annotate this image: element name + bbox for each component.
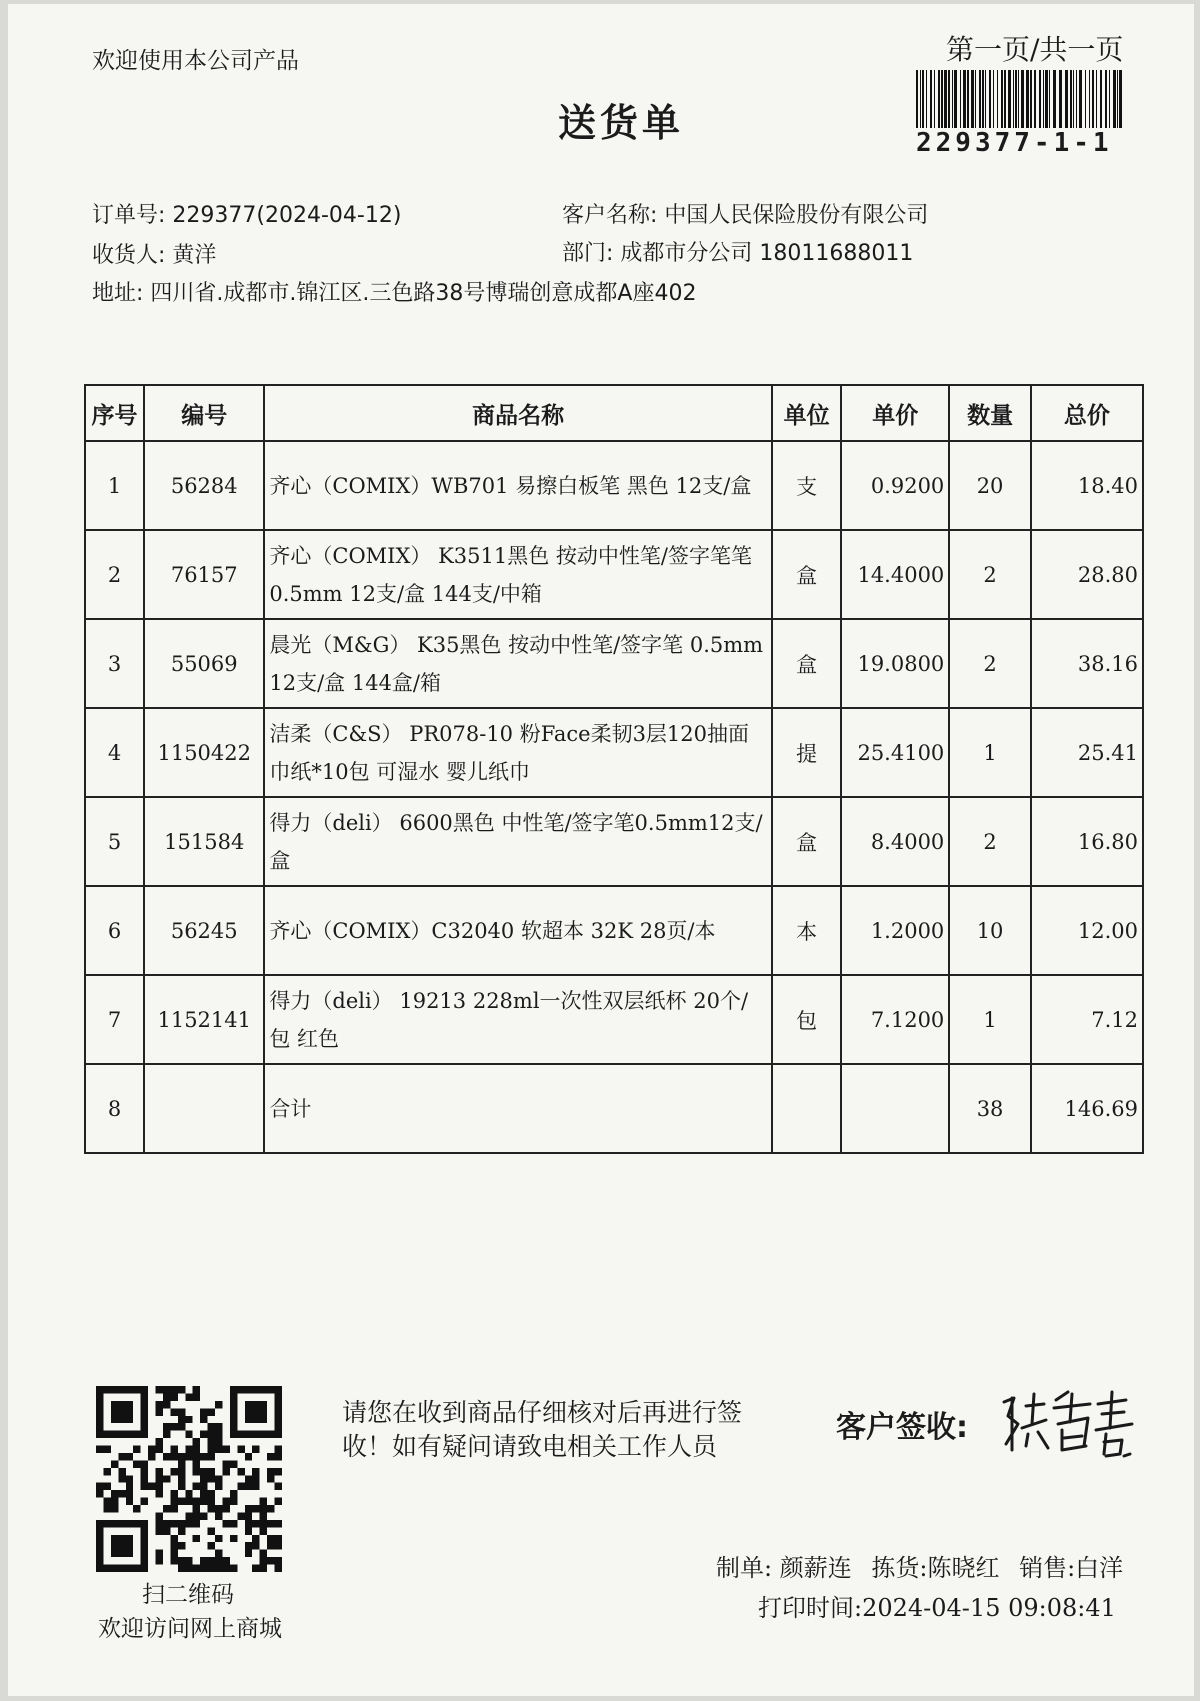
qr-caption-mall: 欢迎访问网上商城 <box>98 1616 282 1642</box>
table-row <box>85 1064 1143 1153</box>
table-row <box>85 797 1143 886</box>
row-total-cell: 16.80 <box>1031 797 1143 886</box>
row-name-cell: 合计 <box>264 1064 772 1153</box>
row-code-cell: 1152141 <box>144 975 264 1064</box>
row-unit-cell: 支 <box>772 441 841 530</box>
row-price-cell: 0.9200 <box>841 441 949 530</box>
qr-code <box>96 1386 282 1572</box>
row-code-cell: 56284 <box>144 441 264 530</box>
row-unit-cell: 盒 <box>772 530 841 619</box>
header-cell-code: 编号 <box>144 385 264 441</box>
row-no-cell: 3 <box>85 619 144 708</box>
row-no-cell: 1 <box>85 441 144 530</box>
row-price-cell: 8.4000 <box>841 797 949 886</box>
qr-caption-scan: 扫二维码 <box>142 1582 234 1608</box>
document-title: 送货单 <box>557 101 684 145</box>
customer-name-field <box>562 198 928 229</box>
row-total-cell: 28.80 <box>1031 530 1143 619</box>
address-field <box>92 276 696 307</box>
table-row <box>85 619 1143 708</box>
department-value: 成都市分公司 18011688011 <box>620 241 914 266</box>
table-header-row <box>85 385 1143 441</box>
row-qty-cell: 20 <box>949 441 1031 530</box>
row-name-cell: 晨光（M&G） K35黑色 按动中性笔/签字笔 0.5mm 12支/盒 144盒/箱 <box>264 619 772 708</box>
customer-sign-label: 客户签收: <box>836 1410 968 1445</box>
row-price-cell <box>841 1064 949 1153</box>
row-total-cell: 12.00 <box>1031 886 1143 975</box>
table-row <box>85 530 1143 619</box>
department-label: 部门: <box>562 241 614 266</box>
receiver-label: 收货人: <box>92 243 166 268</box>
receiver-field <box>92 238 216 269</box>
table-row <box>85 708 1143 797</box>
row-code-cell: 151584 <box>144 797 264 886</box>
address-label: 地址: <box>92 281 144 306</box>
row-unit-cell: 盒 <box>772 619 841 708</box>
row-unit-cell: 包 <box>772 975 841 1064</box>
address-value: 四川省.成都市.锦江区.三色路38号博瑞创意成都A座402 <box>150 281 697 306</box>
items-table <box>84 384 1144 1154</box>
row-name-cell: 齐心（COMIX）C32040 软超本 32K 28页/本 <box>264 886 772 975</box>
row-price-cell: 14.4000 <box>841 530 949 619</box>
row-qty-cell: 2 <box>949 619 1031 708</box>
row-qty-cell: 38 <box>949 1064 1031 1153</box>
row-unit-cell: 盒 <box>772 797 841 886</box>
customer-name-value: 中国人民保险股份有限公司 <box>664 203 929 228</box>
row-code-cell: 1150422 <box>144 708 264 797</box>
table-row <box>85 886 1143 975</box>
row-no-cell: 6 <box>85 886 144 975</box>
row-code-cell <box>144 1064 264 1153</box>
row-no-cell: 8 <box>85 1064 144 1153</box>
row-qty-cell: 2 <box>949 797 1031 886</box>
header-cell-name: 商品名称 <box>264 385 772 441</box>
table-row <box>85 975 1143 1064</box>
row-total-cell: 38.16 <box>1031 619 1143 708</box>
barcode-number: 229377-1-1 <box>916 128 1113 158</box>
customer-name-label: 客户名称: <box>562 203 658 228</box>
welcome-text: 欢迎使用本公司产品 <box>92 48 299 74</box>
header-cell-total: 总价 <box>1031 385 1143 441</box>
table-row <box>85 441 1143 530</box>
row-unit-cell <box>772 1064 841 1153</box>
department-field <box>562 236 913 267</box>
header-cell-unit: 单位 <box>772 385 841 441</box>
row-code-cell: 56245 <box>144 886 264 975</box>
row-qty-cell: 10 <box>949 886 1031 975</box>
row-name-cell: 得力（deli） 6600黑色 中性笔/签字笔0.5mm12支/盒 <box>264 797 772 886</box>
row-price-cell: 25.4100 <box>841 708 949 797</box>
row-code-cell: 76157 <box>144 530 264 619</box>
row-name-cell: 齐心（COMIX） K3511黑色 按动中性笔/签字笔笔0.5mm 12支/盒 144支/中箱 <box>264 530 772 619</box>
row-no-cell: 5 <box>85 797 144 886</box>
delivery-note-page <box>8 4 1194 1696</box>
row-name-cell: 齐心（COMIX）WB701 易擦白板笔 黑色 12支/盒 <box>264 441 772 530</box>
row-name-cell: 得力（deli） 19213 228ml一次性双层纸杯 20个/包 红色 <box>264 975 772 1064</box>
header-cell-no: 序号 <box>85 385 144 441</box>
sales-person: 销售:白洋 <box>1019 1554 1124 1582</box>
row-qty-cell: 1 <box>949 975 1031 1064</box>
row-no-cell: 7 <box>85 975 144 1064</box>
receiver-value: 黄洋 <box>172 243 217 268</box>
row-price-cell: 19.0800 <box>841 619 949 708</box>
print-time: 打印时间:2024-04-15 09:08:41 <box>758 1594 1116 1622</box>
row-price-cell: 1.2000 <box>841 886 949 975</box>
picked-by: 拣货:陈晓红 <box>871 1554 1000 1582</box>
row-qty-cell: 1 <box>949 708 1031 797</box>
row-total-cell: 7.12 <box>1031 975 1143 1064</box>
row-name-cell: 洁柔（C&S） PR078-10 粉Face柔韧3层120抽面巾纸*10包 可湿水 婴儿纸巾 <box>264 708 772 797</box>
order-number-field <box>92 198 401 229</box>
row-code-cell: 55069 <box>144 619 264 708</box>
page-indicator: 第一页/共一页 <box>946 33 1124 66</box>
row-qty-cell: 2 <box>949 530 1031 619</box>
row-price-cell: 7.1200 <box>841 975 949 1064</box>
row-total-cell: 25.41 <box>1031 708 1143 797</box>
order-number-label: 订单号: <box>92 203 166 228</box>
row-no-cell: 2 <box>85 530 144 619</box>
row-unit-cell: 本 <box>772 886 841 975</box>
row-total-cell: 146.69 <box>1031 1064 1143 1153</box>
barcode <box>914 70 1124 128</box>
staff-line <box>716 1548 1135 1583</box>
header-cell-qty: 数量 <box>949 385 1031 441</box>
row-total-cell: 18.40 <box>1031 441 1143 530</box>
handwritten-signature <box>998 1384 1138 1464</box>
row-no-cell: 4 <box>85 708 144 797</box>
header-cell-price: 单价 <box>841 385 949 441</box>
row-unit-cell: 提 <box>772 708 841 797</box>
order-number-value: 229377(2024-04-12) <box>172 203 402 228</box>
check-notice: 请您在收到商品仔细核对后再进行签收！如有疑问请致电相关工作人员 <box>342 1398 743 1461</box>
made-by: 制单: 颜薪连 <box>716 1554 852 1582</box>
